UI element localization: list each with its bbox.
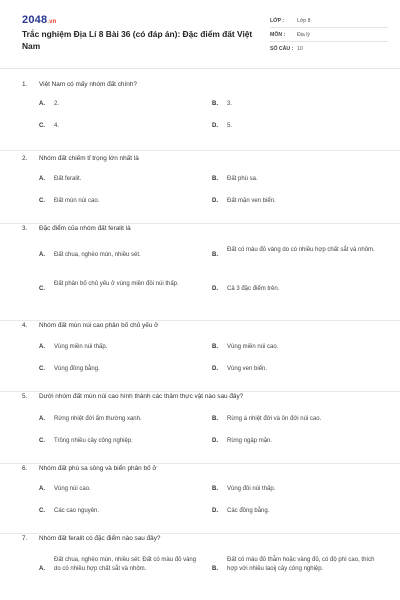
question-number: 3. [22, 225, 28, 232]
option-letter: B. [212, 566, 218, 572]
meta-value: 10 [297, 46, 303, 52]
option-text: Đất chua, nghèo mùn, nhiều sét. Đất có màu đỏ vàng do có nhiều hợp chất sắt và nhôm. [54, 557, 197, 572]
option-text: Đất mùn núi cao. [54, 198, 100, 204]
option-text: Vùng đồi núi thấp. [227, 486, 276, 492]
option-text: Vùng núi cao. [54, 486, 91, 492]
option-letter: B. [212, 176, 218, 182]
option-letter: B. [212, 416, 218, 422]
option-text: Đất feralit. [54, 176, 82, 182]
question-item [0, 392, 400, 464]
option-letter: C. [39, 508, 45, 514]
option-text: 4. [54, 123, 60, 129]
question-number: 4. [22, 322, 28, 329]
option-text: Vùng ven biển. [227, 366, 268, 372]
option-letter: C. [39, 123, 45, 129]
option-letter: D. [212, 286, 218, 292]
question-text: Việt Nam có mấy nhóm đất chính? [39, 81, 137, 88]
option-letter: D. [212, 438, 218, 444]
question-number: 2. [22, 155, 28, 162]
option-text: Các đồng bằng. [227, 508, 270, 514]
question-text: Nhóm đất chiếm tỉ trọng lớn nhất là [39, 155, 139, 162]
page-title: Trắc nghiệm Địa Lí 8 Bài 36 (có đáp án): Đặc điểm đất Việt Nam [22, 29, 253, 51]
question-number: 6. [22, 465, 28, 472]
option-letter: A. [39, 344, 45, 350]
option-text: Rừng á nhiệt đới và ôn đới núi cao. [227, 416, 322, 422]
option-letter: C. [39, 366, 45, 372]
question-text: Nhóm đất feralit có đặc điểm nào sau đây? [39, 535, 161, 542]
option-text: Vùng đồng bằng. [54, 366, 100, 372]
question-text: Nhóm đất phù sa sông và biển phân bố ở [39, 465, 157, 472]
option-text: Cả 3 đặc điểm trên. [227, 286, 280, 292]
option-text: Vùng miền núi cao. [227, 344, 279, 350]
question-number: 5. [22, 393, 28, 400]
option-text: 3. [227, 101, 233, 107]
question-item [0, 321, 400, 392]
option-letter: A. [39, 486, 45, 492]
option-text: 2. [54, 101, 60, 107]
meta-key: LỚP : [270, 17, 285, 24]
meta-key: MÔN : [270, 31, 286, 38]
option-text: Các cao nguyên. [54, 508, 100, 514]
meta-table [270, 14, 388, 56]
option-text: 5. [227, 123, 233, 129]
meta-key: SỐ CÂU : [270, 46, 294, 52]
option-text: Trồng nhiều cây công nghiệp. [54, 438, 133, 444]
option-text: Đất có màu đỏ thẫm hoặc vàng đỏ, có độ phì cao, thích hợp với nhiều laoij cây công nghiệp. [227, 557, 375, 572]
option-letter: A. [39, 252, 45, 258]
option-text: Đất phân bố chủ yếu ở vùng miền đồi núi thấp. [54, 281, 179, 287]
option-letter: B. [212, 486, 218, 492]
option-text: Đất có màu đỏ vàng do có nhiều hợp chất sắt và nhôm. [227, 247, 375, 253]
meta-row-grade [270, 14, 388, 28]
option-letter: D. [212, 123, 218, 129]
option-text: Đất phù sa. [227, 176, 258, 182]
option-letter: C. [39, 438, 45, 444]
question-text: Nhóm đất mùn núi cao phân bố chủ yếu ở [39, 322, 159, 329]
option-text: Vùng miền núi thấp. [54, 344, 108, 350]
option-letter: C. [39, 286, 45, 292]
question-item [0, 151, 400, 224]
option-text: Đất mặn ven biển. [227, 198, 276, 204]
meta-row-count [270, 42, 388, 56]
meta-value: Địa lý [297, 31, 310, 38]
option-letter: B. [212, 344, 218, 350]
question-text: Đặc điểm của nhóm đất feralit là [39, 225, 131, 232]
option-letter: A. [39, 101, 45, 107]
option-letter: B. [212, 252, 218, 258]
meta-row-subject [270, 28, 388, 42]
option-letter: D. [212, 508, 218, 514]
logo-suffix: .vn [47, 19, 57, 25]
question-item [0, 534, 400, 600]
header [12, 10, 388, 64]
logo-text: 2048 [22, 14, 48, 26]
question-item [0, 69, 400, 151]
question-number: 7. [22, 535, 28, 542]
option-letter: A. [39, 566, 45, 572]
option-letter: B. [212, 101, 218, 107]
option-letter: C. [39, 198, 45, 204]
meta-value: Lớp 8 [297, 17, 311, 24]
option-text: Rừng nhiệt đới ẩm thường xanh. [54, 416, 142, 422]
question-text: Dưới nhóm đất mùn núi cao hình thành các thảm thực vật nào sau đây? [39, 393, 244, 400]
option-text: Đất chua, nghèo mùn, nhiều sét. [54, 252, 141, 258]
question-item [0, 224, 400, 321]
option-letter: A. [39, 416, 45, 422]
option-letter: D. [212, 198, 218, 204]
site-logo[interactable] [22, 14, 57, 26]
option-letter: D. [212, 366, 218, 372]
option-letter: A. [39, 176, 45, 182]
option-text: Rừng ngập mặn. [227, 438, 273, 444]
question-number: 1. [22, 81, 28, 88]
question-item [0, 464, 400, 534]
